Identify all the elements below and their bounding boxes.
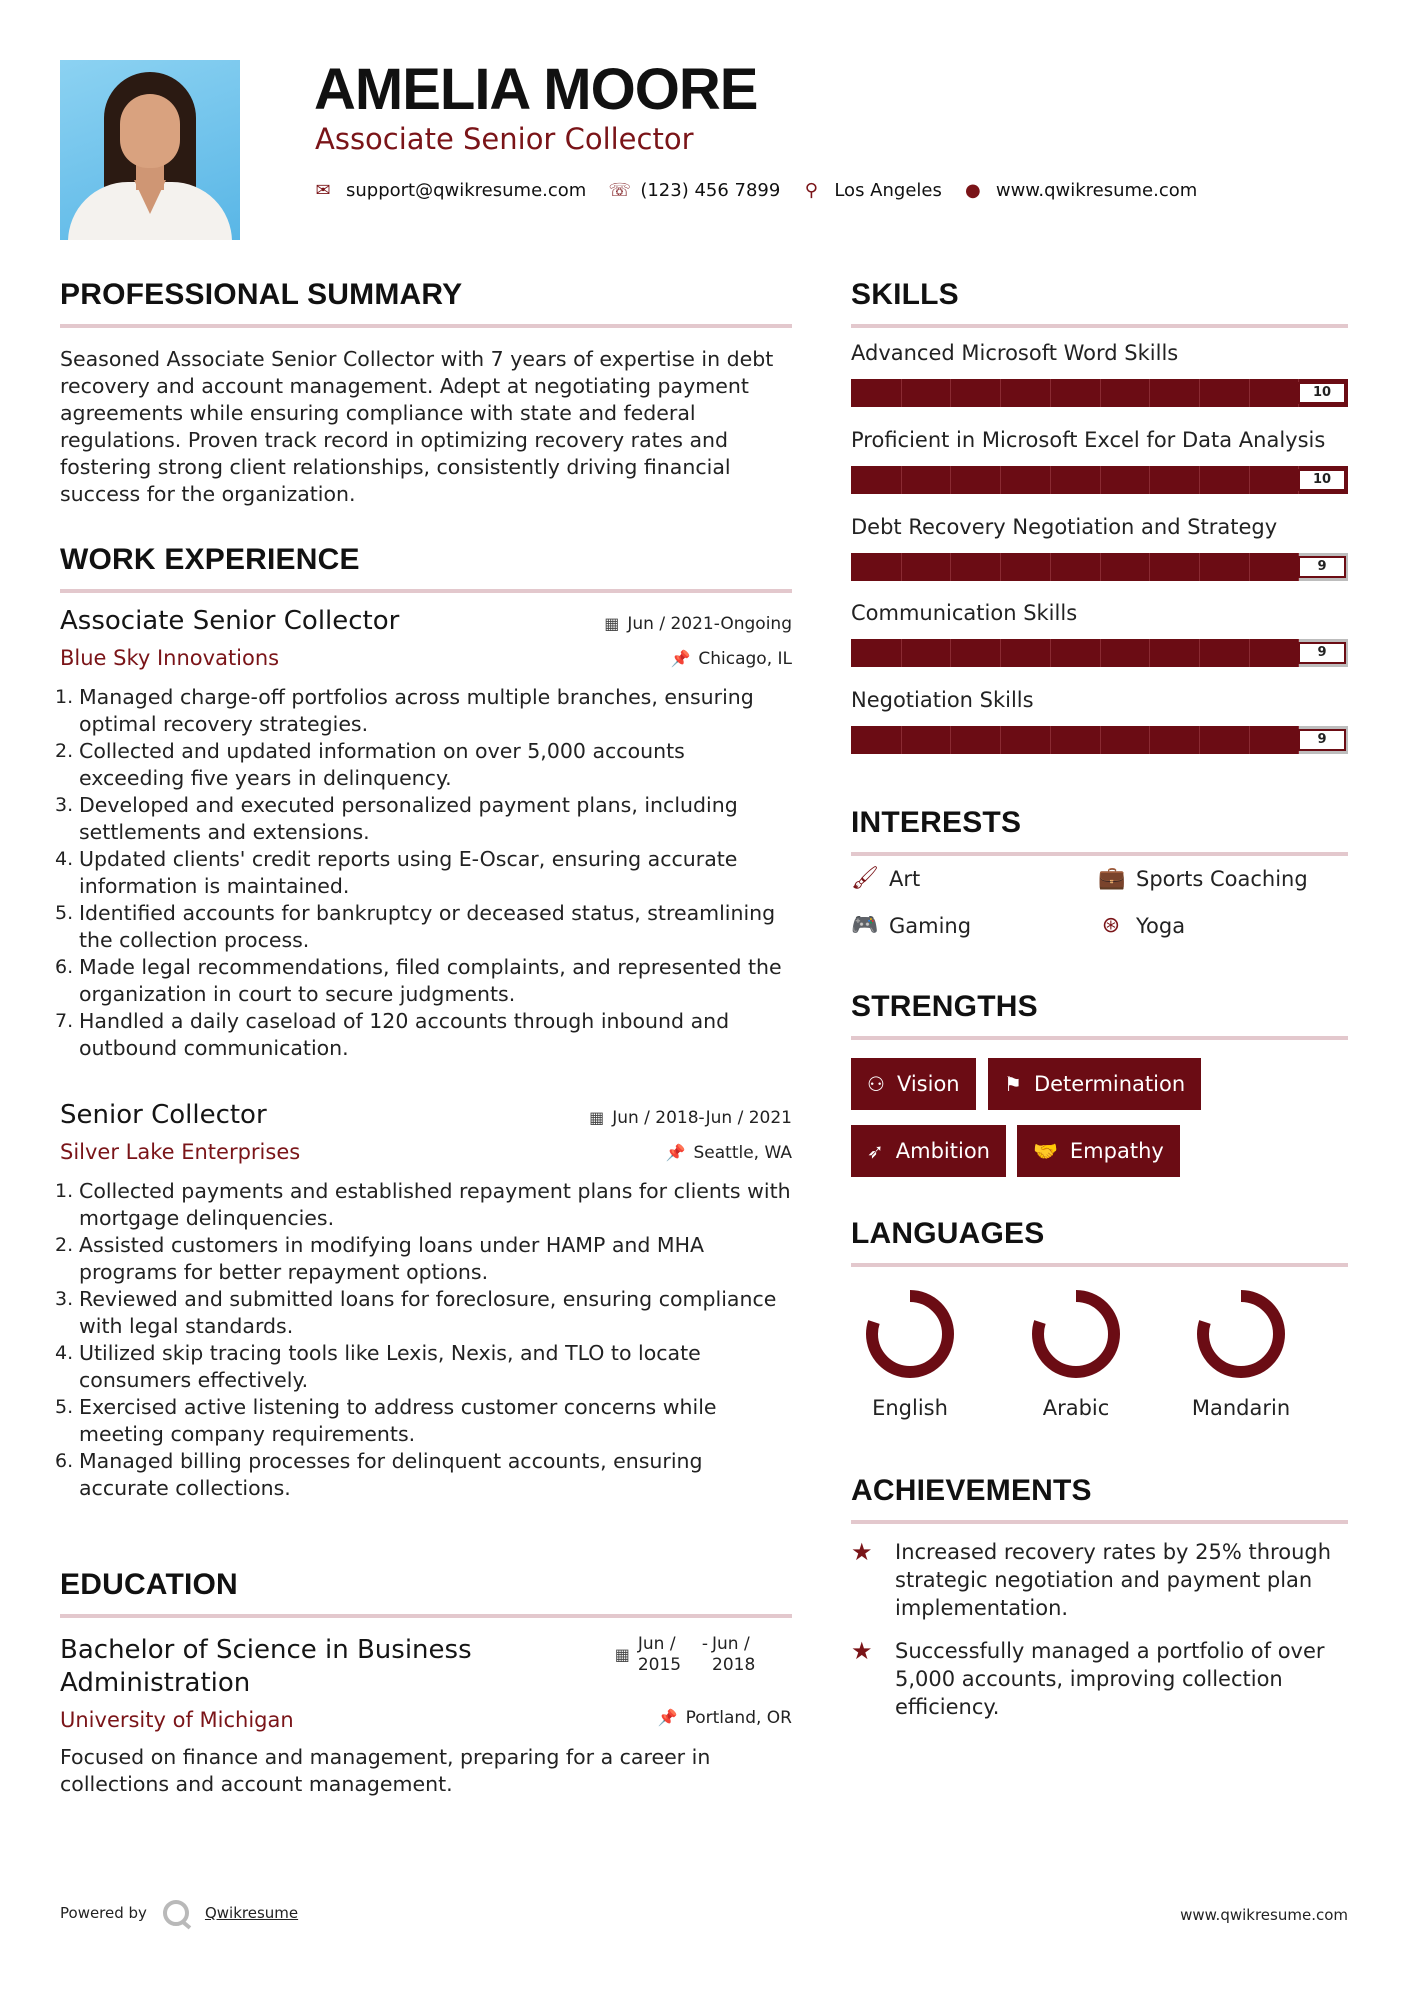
strength-badge: ➶ Ambition (851, 1125, 1006, 1177)
skill-bar-segment (1100, 553, 1101, 581)
skill-bar-fill (851, 726, 1298, 754)
section-heading: LANGUAGES (851, 1217, 1045, 1250)
skill-bar-segment (1000, 466, 1001, 494)
contact-row (314, 176, 1219, 204)
language-name: English (872, 1396, 948, 1420)
skill-bar-segment (1050, 379, 1051, 407)
list-item: 3. Reviewed and submitted loans for foreclosure, ensuring compliance with legal standards. (55, 1287, 777, 1338)
section-divider (851, 1263, 1348, 1267)
skill-bar-segment (1000, 726, 1001, 754)
skill-bar-segment (1100, 726, 1101, 754)
skill-bar (851, 466, 1348, 494)
achievement-item: ★ Successfully managed a portfolio of over 5,000 accounts, improving collection efficiency. (851, 1637, 1325, 1719)
job-bullets (55, 1178, 792, 1502)
interest-item: ⊛ Yoga (1098, 913, 1185, 938)
section-heading: ACHIEVEMENTS (851, 1474, 1092, 1507)
language-ring-arc (1038, 1296, 1114, 1372)
globe-icon: ● (964, 179, 981, 201)
degree-title: Bachelor of Science in Business Administration (60, 1635, 472, 1698)
section-heading: PROFESSIONAL SUMMARY (60, 278, 463, 311)
list-item: 4. Updated clients' credit reports using E-Oscar, ensuring accurate information is maintained. (55, 847, 738, 898)
skill-item (851, 601, 1348, 667)
skill-bar-segment (1149, 379, 1150, 407)
section-heading: STRENGTHS (851, 990, 1038, 1023)
handshake-icon: 🤝 (1033, 1139, 1058, 1163)
interest-item: 💼 Sports Coaching (1098, 866, 1308, 891)
skill-bar-segment (950, 466, 951, 494)
list-item: 6. Managed billing processes for delinquent accounts, ensuring accurate collections. (55, 1449, 703, 1500)
skill-name: Negotiation Skills (851, 688, 1034, 712)
map-pin-icon: ⚲ (804, 179, 818, 201)
skill-bar-segment (1050, 553, 1051, 581)
job-entry (55, 1100, 792, 1502)
skill-bar (851, 639, 1348, 667)
skill-item (851, 341, 1348, 407)
section-divider (851, 1036, 1348, 1040)
skill-bar-segment (1199, 466, 1200, 494)
lifebuoy-icon: ⊛ (1101, 913, 1121, 938)
skill-bar (851, 553, 1348, 581)
brand-link[interactable]: Qwikresume (204, 1904, 299, 1922)
profile-photo (60, 60, 240, 240)
skill-bar-segment (950, 379, 951, 407)
job-company: Blue Sky Innovations (60, 646, 280, 670)
languages-section (851, 1217, 1348, 1267)
candidate-name: AMELIA MOORE (314, 57, 758, 122)
strengths-section (851, 990, 1348, 1040)
interest-item: 🖌 Art (851, 866, 921, 891)
calendar-icon: ▦ (604, 614, 620, 633)
skill-bar-segment (1199, 379, 1200, 407)
language-item (1176, 1286, 1306, 1420)
skill-bar-segment (901, 639, 902, 667)
qwikresume-logo-icon (163, 1900, 189, 1926)
skill-bar-segment (1050, 639, 1051, 667)
skill-bar-segment (1149, 553, 1150, 581)
list-item: 5. Exercised active listening to address customer concerns while meeting company requirements. (55, 1395, 717, 1446)
skill-bar-segment (1249, 639, 1250, 667)
section-heading: WORK EXPERIENCE (60, 543, 360, 576)
skill-item (851, 428, 1348, 494)
skill-bar-segment (950, 553, 951, 581)
language-item (1011, 1286, 1141, 1420)
gamepad-icon: 🎮 (851, 913, 879, 938)
footer-website[interactable]: www.qwikresume.com (1180, 1906, 1348, 1924)
skills-section (851, 278, 1348, 328)
star-icon: ★ (851, 1538, 873, 1566)
skill-level: 9 (1298, 642, 1346, 664)
strength-badge: ⚑ Determination (988, 1058, 1201, 1110)
briefcase-icon: 💼 (1098, 866, 1126, 891)
education-dates: ▦ Jun / 2015 - Jun / 2018 (614, 1634, 756, 1675)
interest-item: 🎮 Gaming (851, 913, 972, 938)
list-item: 1. Managed charge-off portfolios across multiple branches, ensuring optimal recovery strategies. (55, 685, 754, 736)
skill-bar-segment (1100, 379, 1101, 407)
language-ring-arc (1203, 1296, 1279, 1372)
list-item: 3. Developed and executed personalized payment plans, including settlements and extensions. (55, 793, 738, 844)
skill-bar-segment (1000, 639, 1001, 667)
list-item: 1. Collected payments and established repayment plans for clients with mortgage delinquencies. (55, 1179, 791, 1230)
rocket-icon: ➶ (867, 1139, 884, 1163)
language-name: Mandarin (1191, 1396, 1291, 1420)
envelope-icon: ✉ (315, 179, 331, 201)
section-divider (60, 324, 792, 328)
job-title: Senior Collector (60, 1100, 267, 1130)
paintbrush-icon: 🖌 (851, 866, 879, 891)
skill-bar-segment (901, 553, 902, 581)
skill-bar-segment (1149, 726, 1150, 754)
calendar-icon: ▦ (589, 1108, 605, 1127)
education-section (60, 1568, 792, 1618)
contact-location: ⚲ Los Angeles (802, 180, 942, 201)
skill-item (851, 515, 1348, 581)
summary-text: Seasoned Associate Senior Collector with 7 years of expertise in debt recovery and account management. Adept at negotiating payment agreements while ensuring compliance with state and federal regulations. Proven track record in optimizing recovery rates and fostering strong client relationships, consistently driving financial success for the organization. (60, 347, 774, 506)
achievements-section (851, 1474, 1348, 1524)
skill-bar-segment (1050, 726, 1051, 754)
section-heading: SKILLS (851, 278, 959, 311)
skill-bar-segment (1000, 379, 1001, 407)
flag-icon: ⚑ (1004, 1072, 1022, 1096)
language-ring (1193, 1286, 1289, 1382)
section-heading: INTERESTS (851, 806, 1022, 839)
skill-name: Advanced Microsoft Word Skills (851, 341, 1179, 365)
list-item: 4. Utilized skip tracing tools like Lexis, Nexis, and TLO to locate consumers effectively. (55, 1341, 701, 1392)
section-divider (60, 1614, 792, 1618)
job-location: 📌 Chicago, IL (670, 649, 792, 669)
skill-name: Communication Skills (851, 601, 1078, 625)
skill-name: Debt Recovery Negotiation and Strategy (851, 515, 1278, 539)
skill-bar-segment (1199, 726, 1200, 754)
skill-level: 9 (1298, 556, 1346, 578)
skill-bar-fill (851, 639, 1298, 667)
skill-item (851, 688, 1348, 754)
list-item: 6. Made legal recommendations, filed complaints, and represented the organization in court to secure judgments. (55, 955, 782, 1006)
skill-bar-segment (901, 379, 902, 407)
skill-bar-segment (1149, 639, 1150, 667)
language-item (845, 1286, 975, 1420)
education-description: Focused on finance and management, preparing for a career in collections and account management. (60, 1745, 711, 1796)
skill-bar-segment (1000, 553, 1001, 581)
job-location: 📌 Seattle, WA (665, 1143, 792, 1163)
job-entry (55, 606, 792, 1062)
language-ring (1028, 1286, 1124, 1382)
pin-icon: 📌 (657, 1708, 678, 1727)
phone-icon: ☏ (608, 179, 631, 201)
skill-bar-segment (1100, 639, 1101, 667)
skill-bar-segment (1050, 466, 1051, 494)
strength-badge: 🤝 Empathy (1017, 1125, 1180, 1177)
section-divider (851, 852, 1348, 856)
job-company: Silver Lake Enterprises (60, 1140, 301, 1164)
pin-icon: 📌 (670, 649, 691, 668)
education-entry (60, 1634, 792, 1798)
job-dates: ▦ Jun / 2018-Jun / 2021 (589, 1108, 792, 1128)
summary-section (60, 278, 792, 508)
job-bullets (55, 684, 792, 1062)
skill-bar-segment (950, 639, 951, 667)
language-name: Arabic (1042, 1396, 1110, 1420)
skill-bar (851, 726, 1348, 754)
section-divider (60, 589, 792, 593)
contact-website[interactable]: ● www.qwikresume.com (964, 179, 1198, 201)
section-divider (851, 1520, 1348, 1524)
skill-bar (851, 379, 1348, 407)
list-item: 5. Identified accounts for bankruptcy or deceased status, streamlining the collection process. (55, 901, 776, 952)
candidate-title: Associate Senior Collector (315, 122, 694, 156)
footer-branding: Powered by Qwikresume (60, 1900, 298, 1926)
skill-bar-segment (1149, 466, 1150, 494)
skill-bar-segment (1199, 639, 1200, 667)
list-item: 7. Handled a daily caseload of 120 accounts through inbound and outbound communication. (55, 1009, 730, 1060)
skill-bar-segment (1100, 466, 1101, 494)
star-icon: ★ (851, 1637, 873, 1665)
job-dates: ▦ Jun / 2021-Ongoing (604, 614, 792, 634)
skill-bar-segment (950, 726, 951, 754)
skill-bar-segment (901, 466, 902, 494)
strength-badge: ⚇ Vision (851, 1058, 976, 1110)
experience-section (60, 543, 792, 593)
skill-bar-fill (851, 553, 1298, 581)
binoculars-icon: ⚇ (867, 1072, 885, 1096)
language-ring-arc (872, 1296, 948, 1372)
list-item: 2. Assisted customers in modifying loans under HAMP and MHA programs for better repayment options. (55, 1233, 705, 1284)
pin-icon: 📌 (665, 1143, 686, 1162)
contact-email[interactable]: ✉ support@qwikresume.com (315, 179, 587, 201)
job-title: Associate Senior Collector (60, 606, 400, 636)
calendar-icon: ▦ (614, 1645, 630, 1664)
skill-bar-segment (1249, 379, 1250, 407)
skill-level: 9 (1298, 729, 1346, 751)
interests-section (851, 806, 1348, 856)
list-item: 2. Collected and updated information on over 5,000 accounts exceeding five years in delinquency. (55, 739, 685, 790)
skill-bar-segment (901, 726, 902, 754)
skill-bar-segment (1249, 726, 1250, 754)
skill-level: 10 (1298, 469, 1346, 491)
skill-bar-segment (1249, 553, 1250, 581)
skill-level: 10 (1298, 382, 1346, 404)
skill-name: Proficient in Microsoft Excel for Data Analysis (851, 428, 1326, 452)
achievement-item: ★ Increased recovery rates by 25% through strategic negotiation and payment plan implementation. (851, 1538, 1332, 1620)
skill-bar-segment (1199, 553, 1200, 581)
skill-bar-segment (1249, 466, 1250, 494)
contact-phone[interactable]: ☏ (123) 456 7899 (608, 179, 781, 201)
section-divider (851, 324, 1348, 328)
language-ring (862, 1286, 958, 1382)
education-location: 📌 Portland, OR (657, 1708, 792, 1728)
section-heading: EDUCATION (60, 1568, 238, 1601)
school-name: University of Michigan (60, 1708, 294, 1732)
